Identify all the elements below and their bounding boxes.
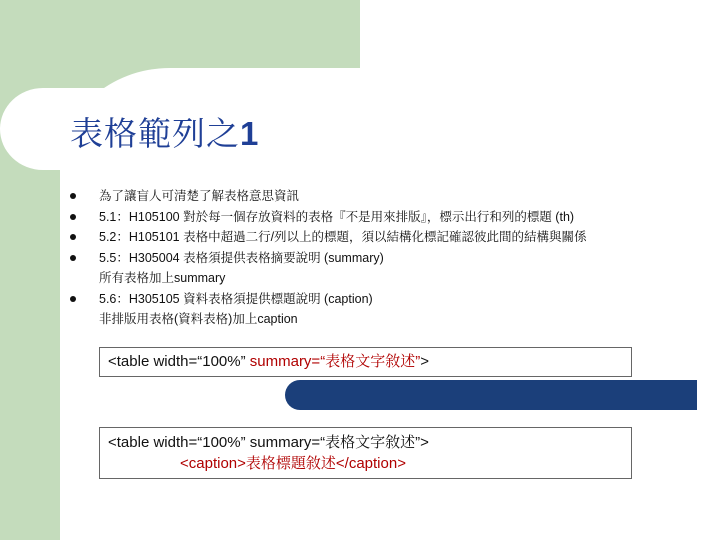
bullet-dot-icon — [70, 193, 76, 199]
list-item — [70, 289, 710, 310]
list-item-text: 5.1：H105100 對於每一個存放資料的表格『不是用來排版』，標示出行和列的標題 (th) — [99, 209, 575, 224]
code-text: > — [420, 353, 429, 370]
code-line — [108, 453, 631, 474]
list-item — [70, 248, 710, 269]
code-example-summary — [99, 347, 632, 377]
list-item — [70, 186, 710, 207]
list-item-subtext: 所有表格加上summary — [99, 271, 226, 285]
list-item-text: 5.6：H305105 資料表格須提供標題說明 (caption) — [99, 291, 373, 306]
code-highlight: </caption> — [335, 455, 406, 472]
list-item — [70, 227, 710, 248]
list-item-text: 5.5：H305004 表格須提供表格摘要說明 (summary) — [99, 250, 384, 265]
bullet-dot-icon — [70, 296, 76, 302]
list-item-text: 為了讓盲人可清楚了解表格意思資訊 — [99, 189, 300, 203]
code-line: <table width=“100%” summary=“表格文字敘述”> — [108, 434, 429, 451]
code-example-caption — [99, 427, 632, 479]
slide-title — [70, 108, 259, 155]
slide-title-number: 1 — [240, 115, 260, 152]
bullet-dot-icon — [70, 214, 76, 220]
list-item — [70, 207, 710, 228]
code-highlight: <caption> — [180, 455, 246, 472]
list-item-subtext: 非排版用表格(資料表格)加上caption — [99, 312, 298, 326]
bullet-dot-icon — [70, 234, 76, 240]
code-text: <table width=“100%” — [108, 353, 250, 370]
list-item-text: 5.2：H105101 表格中超過二行/列以上的標題，須以結構化標記確認彼此間的結構與關係 — [99, 230, 587, 244]
bullet-list — [70, 186, 710, 330]
code-highlight: summary=“表格文字敘述” — [249, 353, 421, 370]
decorative-bar — [285, 380, 697, 410]
code-highlight: 表格標題敘述 — [245, 455, 336, 472]
bullet-dot-icon — [70, 255, 76, 261]
slide-title-text: 表格範列之 — [70, 114, 240, 153]
